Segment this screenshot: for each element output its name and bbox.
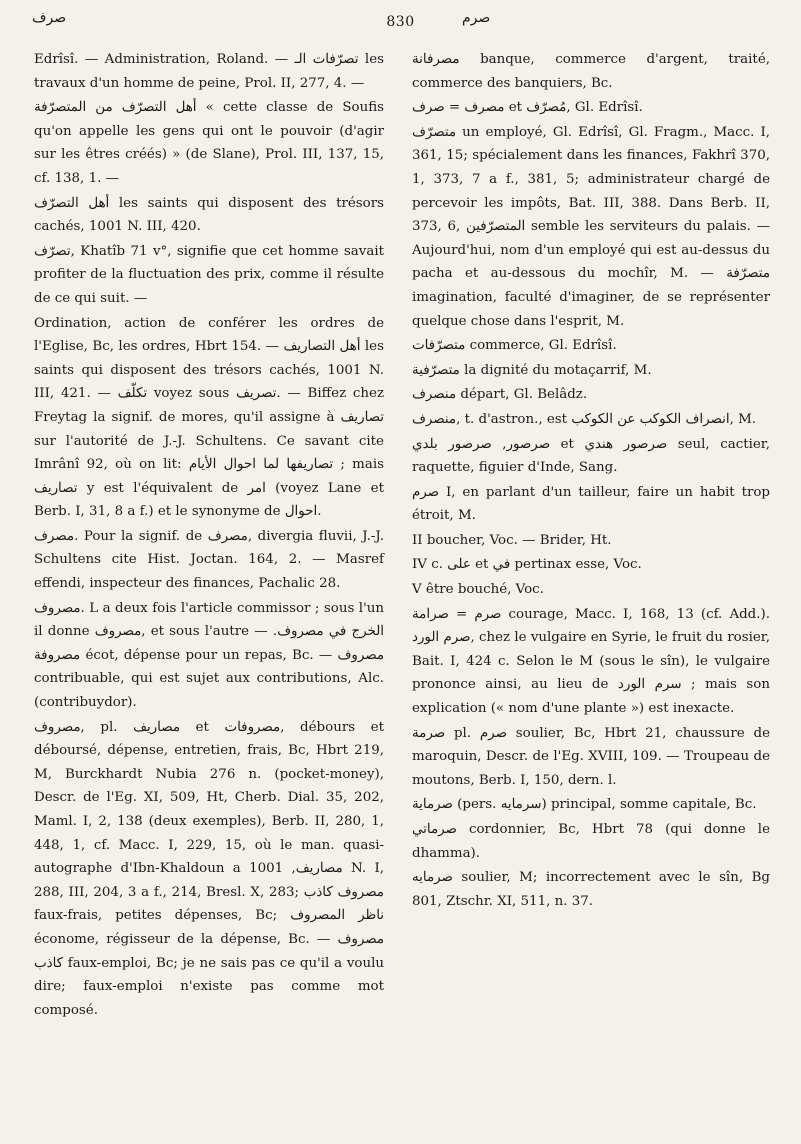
left-paragraph-2: أهل التصرّف من المتصرّفة « cette classe de Soufis qu'on appelle les gens qui ont le pouvoir (d'agir sur les êtres créés) » (de Slane), Prol. III, 137, 15, cf. 138, 1. —: [34, 100, 384, 186]
right-paragraph-7: منصرف, t. d'astron., est انصراف الكوكب عن الكوكب, M.: [412, 411, 757, 427]
right-paragraph-10: II boucher, Voc. — Brider, Ht.: [412, 532, 612, 548]
left-paragraph-1: Edrîsî. — Administration, Roland. — تصرّفات الـ les travaux d'un homme de peine, Prol. II, 277, 4. —: [34, 52, 384, 91]
left-paragraph-7: مصروف. L a deux fois l'article commissor ; sous l'un il donne مصروف, et sous l'autre الخرج في مصروف. — مصروفة écot, dépense pour un repas, Bc. — مصروف contribuable, qui est sujet aux contributions, Alc. (contribuydor).: [34, 600, 384, 711]
left-paragraph-6: مصرف. Pour la signif. de مصرف, divergia fluvii, J.-J. Schultens cite Hist. Joctan. 164, 2. — Masref effendi, inspecteur des finances, Pachalic 28.: [34, 528, 384, 592]
right-paragraph-6: منصرف départ, Gl. Belâdz.: [412, 387, 588, 403]
right-paragraph-8: صرصور, صرصور بلدي et صرصور هندي seul, cactier, raquette, figuier d'Inde, Sang.: [412, 436, 770, 476]
right-paragraph-15: صرماية (pers. سرمايه) principal, somme capitale, Bc.: [412, 797, 757, 813]
right-paragraph-16: صرماتي cordonnier, Bc, Hbrt 78 (qui donne le dhamma).: [412, 822, 770, 861]
left-column: [34, 48, 384, 1023]
left-paragraph-4: تصرّف, Khatîb 71 v°, signifie que cet homme savait profiter de la fluctuation des prix, comme il résulte de ce qui suit. —: [34, 243, 384, 306]
right-paragraph-1: مصرفانة banque, commerce d'argent, traité, commerce des banquiers, Bc.: [412, 52, 770, 91]
right-paragraph-5: متصرّفية la dignité du motaçarrif, M.: [412, 362, 652, 378]
right-paragraph-13: صرم = صرامة courage, Macc. I, 168, 13 (cf. Add.). صرم الورد, chez le vulgaire en Syrie, le fruit du rosier, Bait. I, 424 c. Selon le M (sous le sîn), le vulgaire prononce ainsi, au lieu de سرم الورد ; mais son explication (« nom d'une plante ») est inexacte.: [412, 606, 770, 717]
page-header: [0, 8, 801, 38]
right-paragraph-17: صرمايه soulier, M; incorrectement avec le sîn, Bg 801, Ztschr. XI, 511, n. 37.: [412, 870, 770, 909]
right-column: [412, 48, 770, 914]
left-paragraph-8: مصروف, pl. مصاريف et مصروفات, débours et déboursé, dépense, entretien, frais, Bc, Hbrt 219, M, Burckhardt Nubia 276 n. (pocket-money), Descr. de l'Eg. XI, 509, Ht, Cherb. Dial. 35, 202, Maml. I, 2, 138 (deux exemples), Berb. II, 280, 1, 448, 1, cf. Macc. I, 229, 15, où le man. quasi-autographe d'Ibn-Khaldoun a مصاريف, 1001 N. I, 288, III, 204, 3 a f., 214, Bresl. X, 283; مصروف كاذب faux-frais, petites dépenses, Bc; ناظر المصروف économe, régisseur de la dépense, Bc. — مصروف كاذب faux-emploi, Bc; je ne sais pas ce qu'il a voulu dire; faux-emploi n'existe pas comme mot composé.: [34, 719, 385, 1018]
right-paragraph-3: متصرّف un employé, Gl. Edrîsî, Gl. Fragm., Macc. I, 361, 15; spécialement dans les finances, Fakhrî 370, 1, 373, 7 a f., 381, 5; administrateur chargé de percevoir les impôts, Bat. III, 388. Dans Berb. II, 373, 6, المتصرّفين semble les serviteurs du palais. — Aujourd'hui, nom d'un employé qui est au-dessus du pacha et au-dessous du mochîr, M. — متصرّفة imagination, faculté d'imaginer, de se représenter quelque chose dans l'esprit, M.: [412, 124, 770, 329]
running-head-left: صرف: [32, 10, 67, 26]
left-paragraph-5: Ordination, action de conférer les ordres de l'Eglise, Bc, les ordres, Hbrt 154. — أهل التصاريف les saints qui disposent des trésors cachés, 1001 N. III, 421. — تكلّف voyez sous تصريف. — Biffez chez Freytag la signif. de mores, qu'il assigne à تصاريف sur l'autorité de J.-J. Schultens. Ce savant cite Imrânî 92, où on lit: تصاريفها لما احوال الأيام ; mais تصاريف y est l'équivalent de امر (voyez Lane et Berb. I, 31, 8 a f.) et le synonyme de احوال.: [34, 315, 385, 520]
right-paragraph-11: IV c. على et في pertinax esse, Voc.: [412, 557, 642, 573]
right-paragraph-12: V être bouché, Voc.: [412, 582, 544, 598]
right-paragraph-9: صرم I, en parlant d'un tailleur, faire un habit trop étroit, M.: [412, 484, 770, 524]
right-paragraph-2: مصرف = صرف et مُصرّف, Gl. Edrîsî.: [412, 100, 643, 116]
right-paragraph-14: صرمة pl. صرم soulier, Bc, Hbrt 21, chaussure de maroquin, Descr. de l'Eg. XVIII, 109. — Troupeau de moutons, Berb. I, 150, dern. l.: [412, 725, 770, 788]
running-head-right: صرم: [462, 10, 491, 26]
right-paragraph-4: متصرّفات commerce, Gl. Edrîsî.: [412, 338, 617, 354]
left-paragraph-3: أهل التصرّف les saints qui disposent des trésors cachés, 1001 N. III, 420.: [34, 195, 384, 235]
page-number: 830: [386, 14, 415, 30]
